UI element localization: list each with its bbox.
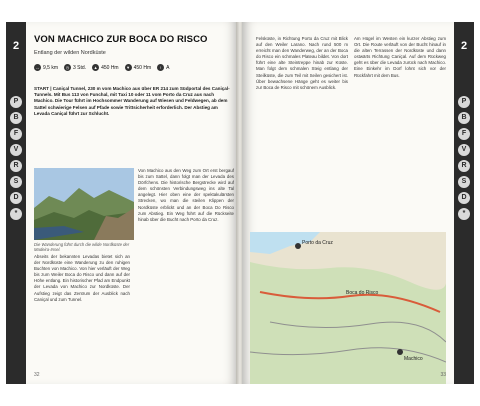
left-sidebar-strip [6, 22, 26, 384]
restaurant-icon: R [458, 160, 470, 172]
parking-icon: P [10, 96, 22, 108]
ascent-icon: ▲ [93, 65, 98, 70]
stat-label: 3 Std. [73, 64, 87, 71]
stat-label: 9,5 km [43, 64, 59, 71]
right-page [242, 22, 474, 384]
left-page [6, 22, 238, 384]
family-icon: F [458, 128, 470, 140]
sidebar-icons [6, 92, 26, 224]
open-book [0, 22, 480, 384]
parking-icon: P [458, 96, 470, 108]
page-number: 32 [34, 372, 40, 378]
stat-descent [125, 64, 152, 71]
family-icon: F [10, 128, 22, 140]
dog-icon: D [458, 192, 470, 204]
swim-icon: S [458, 176, 470, 188]
tour-intro: START | Caniçal Tunnel, 230 m vom Machico aus über ER 214 zum Südportal des Caniçal-Tunnels. Mit Bus 113 von Funchal, mit Taxi 10 oder 11 vom Porto da Cruz aus nach Machico. Die Tour führt im Hochsommer Wanderung auf Wiesen und Feldwegen, ab dem Sattel schwierige Felsen auf Pfade sowie Trittsicherheit erforderlich. Der Abstieg am Levada Caniçal führt zur Schlucht. [34, 86, 230, 116]
stat-ascent [92, 64, 119, 71]
summer-icon: * [458, 208, 470, 220]
map-label-boca-do-risco: Boca do Risco [346, 290, 379, 296]
view-icon: V [458, 144, 470, 156]
stat-label: A [166, 64, 170, 71]
sidebar-icons [454, 92, 474, 224]
landscape-photo [34, 168, 134, 240]
stat-time [64, 64, 86, 71]
text-column-1: Felsküste, in Richtung Porto da Cruz mit Blick auf den Weiler Larano. Nach rund 500 m erreicht man den Wanderweg, der an der Boca do Risco ein schmales Plateau bildet. Von dort führt eine alte Steintreppe hinab zur Küste. Man folgt dem schmalen Steig entlang der Steilküste, die zum Teil mit Seilen gesichert ist. Über bewachsene Hänge geht es weiter bis zur Boca de Risco mit schönem Ausblick. [256, 36, 348, 90]
dog-icon: D [10, 192, 22, 204]
time-icon: ◷ [65, 65, 70, 70]
tour-subtitle: Entlang der wilden Nordküste [34, 50, 106, 56]
distance-icon: ↔ [35, 65, 40, 70]
swim-icon: S [10, 176, 22, 188]
right-sidebar-strip [454, 22, 474, 384]
map-label-machico: Machico [404, 356, 423, 362]
restaurant-icon: R [10, 160, 22, 172]
chapter-number: 2 [460, 40, 468, 52]
descent-icon: ▼ [126, 65, 131, 70]
stat-label: 450 Hm [133, 64, 152, 71]
bus-icon: B [458, 112, 470, 124]
summer-icon: * [10, 208, 22, 220]
map-label-porto-da-cruz: Porto da Cruz [302, 240, 333, 246]
text-column-2: Am Hügel im Westen ein kurzer Abstieg zum Ort. Die Route verläuft von der Bucht hinauf in die alten Terrassen der Nordküste und dann ostwärts Richtung Caniçal. Auf dem Rückweg geht es über die Levada zurück nach Machico. Eine Einkehr im Dorf lohnt sich vor der Rückfahrt mit dem Bus. [354, 36, 446, 78]
view-icon: V [10, 144, 22, 156]
photo-caption: Die Wanderung führt durch die wilde Nordküste der Madeira-Insel. [34, 242, 130, 252]
page-number: 33 [440, 372, 446, 378]
tour-stats [34, 64, 234, 71]
chapter-number: 2 [12, 40, 20, 52]
difficulty-icon: ! [157, 64, 164, 71]
stat-label: 450 Hm [101, 64, 119, 71]
route-map [250, 232, 446, 384]
tour-title: VON MACHICO ZUR BOCA DO RISCO [34, 34, 208, 45]
text-column-1: Abseits der bekannten Levadas bietet sich an der Nordküste eine Wanderung zu den ruhigen Buchten von Machico. Von hier verläuft der Weg bis zum Weiler Boca do Risco und dann auf der Höhe entlang. Ein historischer Pfad am Endpunkt der Levada von Machico zur Nordküste. Der Aufstieg zeigt das Zentrum der Ausblick nach Caniçal und zum Tunnel. [34, 254, 130, 302]
stat-distance [34, 64, 58, 71]
text-column-2: Von Machico aus den Weg zum Ort erst bergauf bis zum Sattel, dann folgt man der Levada des Dörfchens. Die historische Bergstrecke wird auf dem schönsten Verbindungsweg ins alte Tal angelegt. Hier oben eine der spektakulärsten Strecken, wo man die steilen Klippen der Nordküste erblickt und an der Boca Do Risco zum Abstieg. Ein Weg führt auf die Rückseite hinab über die Bucht nach Porto da Cruz. [138, 168, 234, 222]
stat-difficulty [157, 64, 169, 71]
bus-icon: B [10, 112, 22, 124]
